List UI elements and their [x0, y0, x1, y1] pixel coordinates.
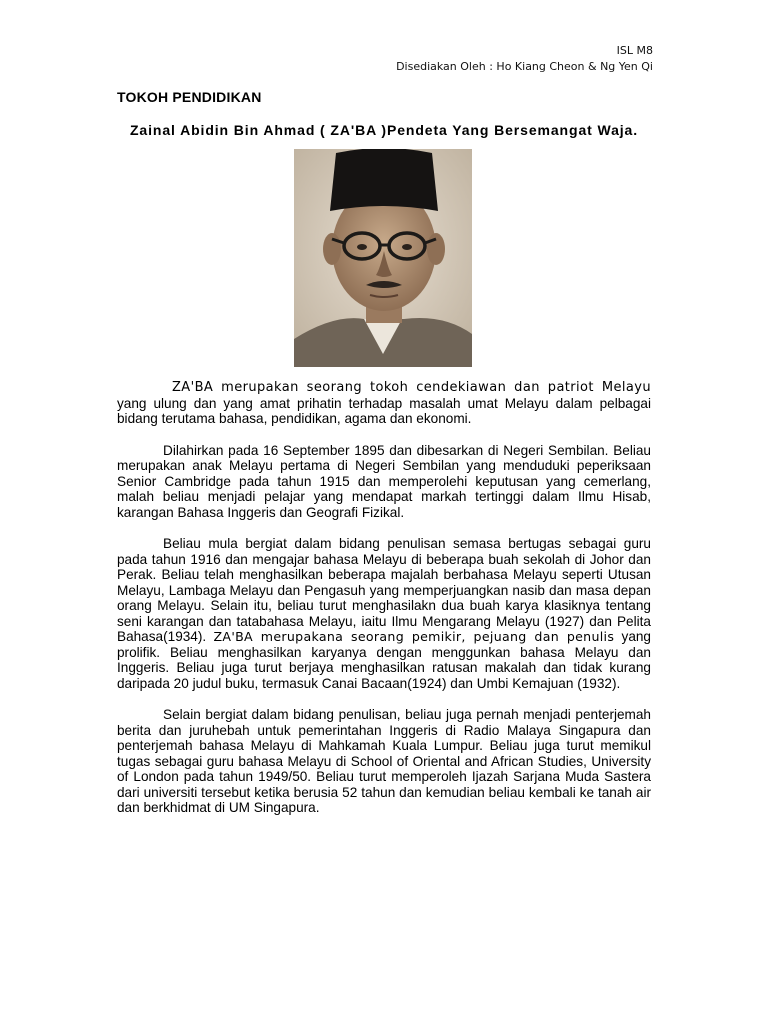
- section-title: TOKOH PENDIDIKAN: [117, 89, 262, 105]
- document-title: Zainal Abidin Bin Ahmad ( ZA'BA )Pendeta Yang Bersemangat Waja.: [129, 122, 639, 138]
- paragraph-3-part-c: yang prolifik. Beliau menghasilkan karyanya dengan menggunkan bahasa Melayu dan Inggeris. Beliau juga turut berjaya menghasilkan ratusan makalah dan tidak kurang daripada 20 judul buku, termasuk Canai Bacaan(1924) dan Umbi Kemajuan (1932).: [117, 629, 651, 691]
- paragraph-3: [117, 536, 651, 691]
- paragraph-3-part-b: ZA'BA merupakana seorang pemikir, pejuang dan penulis: [213, 629, 615, 644]
- header-code: ISL M8: [616, 44, 653, 57]
- paragraph-2: Dilahirkan pada 16 September 1895 dan dibesarkan di Negeri Sembilan. Beliau merupakan anak Melayu pertama di Negeri Sembilan yang menduduki peperiksaan Senior Cambridge pada tahun 1915 dan memperolehi keputusan yang cemerlang, malah beliau menjadi pelajar yang mendapat markah tertinggi dalam Ilmu Hisab, karangan Bahasa Inggeris dan Geografi Fizikal.: [117, 442, 651, 520]
- paragraph-3-part-a: Beliau mula bergiat dalam bidang penulisan semasa bertugas sebagai guru pada tahun 1916 dan mengajar bahasa Melayu di beberapa buah sekolah di Johor dan Perak. Beliau telah menghasilkan beberapa majalah berbahasa Melayu seperti Utusan Melayu, Lambaga Melayu dan Pengasuh yang memperjuangkan nasib dan masa depan orang Melayu. Selain itu, beliau turut menghasilakn dua buah karya klasiknya tentang seni karangan dan tatabahasa Melayu, iaitu Ilmu Mengarang Melayu (1927) dan Pelita Bahasa(1934).: [117, 536, 651, 644]
- header-prepared-by: Disediakan Oleh : Ho Kiang Cheon & Ng Yen Qi: [396, 60, 653, 73]
- portrait-illustration: [294, 149, 472, 367]
- paragraph-1: [117, 379, 651, 427]
- paragraph-1-lead: ZA'BA merupakan seorang tokoh cendekiawan dan patriot Melayu: [172, 380, 651, 395]
- paragraph-1-rest: yang ulung dan yang amat prihatin terhadap masalah umat Melayu dalam pelbagai bidang terutama bahasa, pendidikan, agama dan ekonomi.: [117, 395, 651, 426]
- article-body: [117, 379, 651, 832]
- paragraph-4: Selain bergiat dalam bidang penulisan, beliau juga pernah menjadi penterjemah berita dan juruhebah untuk pemerintahan Inggeris di Radio Malaya Singapura dan penterjemah bahasa Melayu di Mahkamah Kuala Lumpur. Beliau juga turut memikul tugas sebagai guru bahasa Melayu di School of Oriental and African Studies, University of London pada tahun 1949/50. Beliau turut memperoleh Ijazah Sarjana Muda Sastera dari universiti tersebut ketika berusia 52 tahun dan kemudian beliau kembali ke tanah air dan berkhidmat di UM Singapura.: [117, 707, 651, 815]
- portrait-photo: [294, 149, 472, 367]
